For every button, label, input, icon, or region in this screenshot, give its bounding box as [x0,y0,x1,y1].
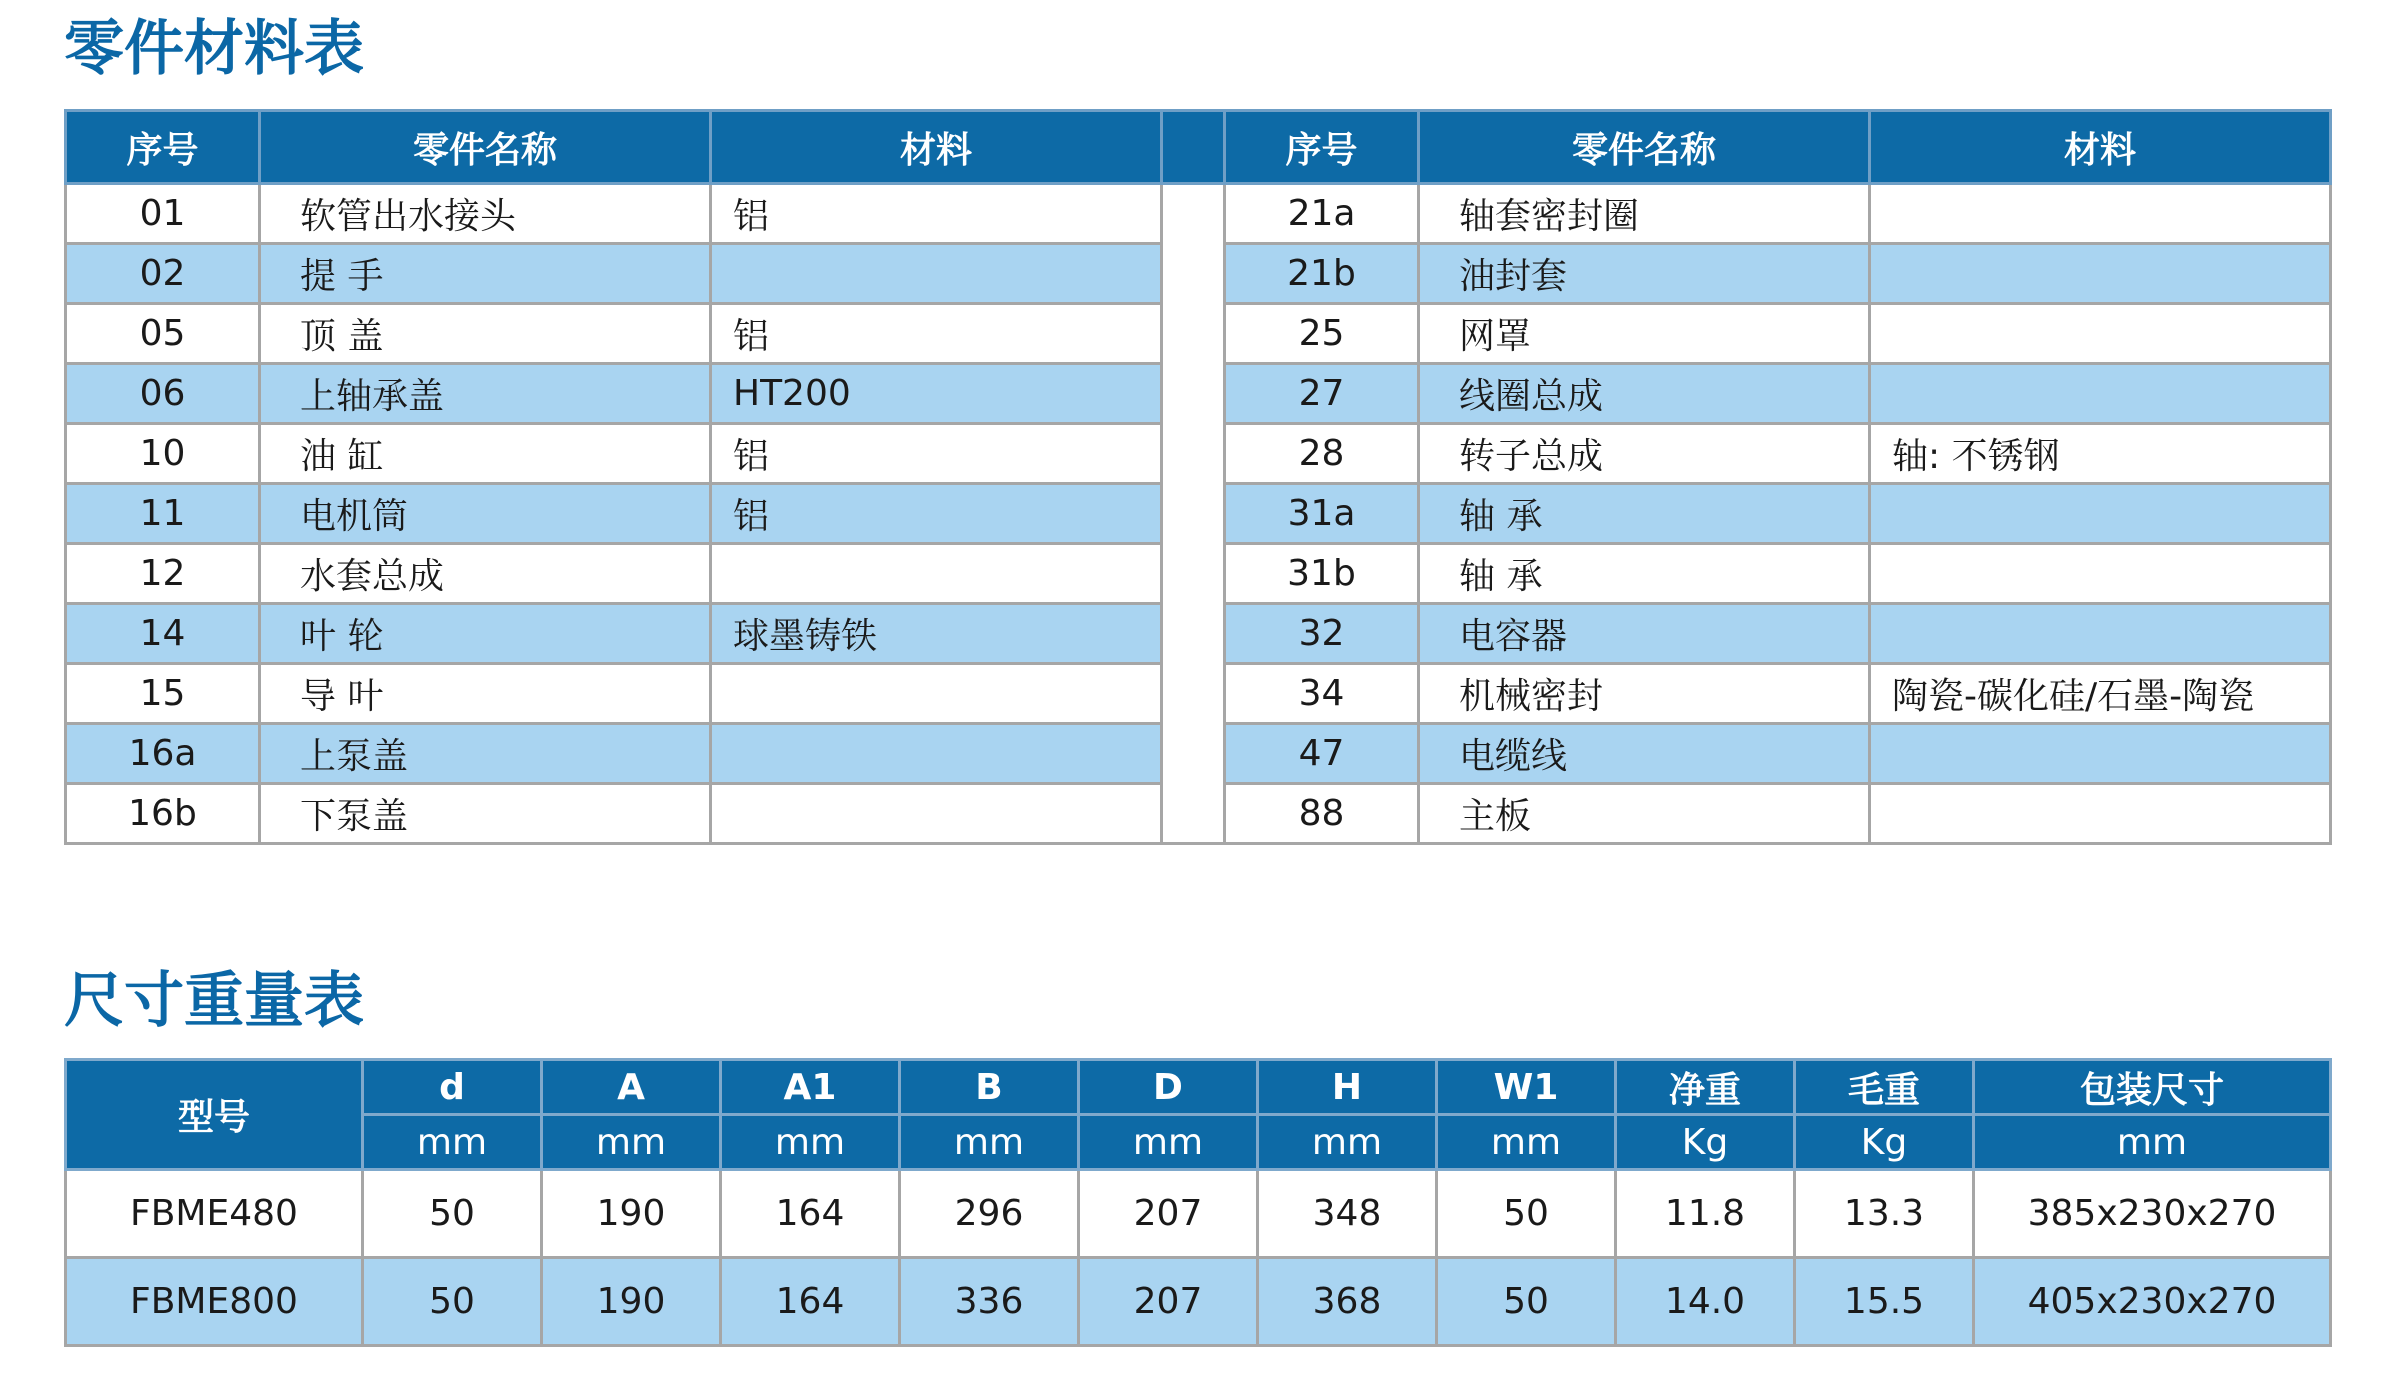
dims-table-body [66,1170,2331,1346]
part-name-cell: 线圈总成 [1419,364,1870,424]
column-gap [1162,244,1225,304]
dim-value-cell: 405x230x270 [1974,1258,2331,1346]
part-material-cell: HT200 [711,364,1162,424]
dim-unit-header: mm [1974,1115,2331,1170]
part-material-cell [1870,724,2331,784]
column-gap [1162,364,1225,424]
parts-row [66,244,2331,304]
part-material-cell: 铝 [711,304,1162,364]
part-material-cell [711,784,1162,844]
dim-column-header: 净重 [1616,1060,1795,1115]
parts-row [66,484,2331,544]
part-material-cell: 球墨铸铁 [711,604,1162,664]
dim-value-cell: 14.0 [1616,1258,1795,1346]
dim-value-cell: 13.3 [1795,1170,1974,1258]
header-gap [1162,111,1225,184]
part-material-cell [711,244,1162,304]
parts-row [66,724,2331,784]
dim-unit-header: Kg [1795,1115,1974,1170]
header-name: 零件名称 [260,111,711,184]
parts-row [66,184,2331,244]
dim-value-cell: 336 [900,1258,1079,1346]
dim-value-cell: 164 [721,1170,900,1258]
parts-row [66,664,2331,724]
header-material: 材料 [711,111,1162,184]
column-gap [1162,664,1225,724]
dims-table-title: 尺寸重量表 [64,966,364,1036]
dim-column-header: 毛重 [1795,1060,1974,1115]
dim-column-header: D [1079,1060,1258,1115]
part-name-cell: 电缆线 [1419,724,1870,784]
dim-value-cell: 207 [1079,1258,1258,1346]
part-number-cell: 06 [66,364,260,424]
part-number-cell: 02 [66,244,260,304]
part-name-cell: 轴 承 [1419,484,1870,544]
dim-value-cell: 50 [1437,1258,1616,1346]
part-name-cell: 软管出水接头 [260,184,711,244]
column-gap [1162,724,1225,784]
model-cell: FBME480 [66,1170,363,1258]
header-no: 序号 [66,111,260,184]
dim-value-cell: 296 [900,1170,1079,1258]
part-material-cell: 铝 [711,484,1162,544]
part-material-cell: 轴: 不锈钢 [1870,424,2331,484]
part-material-cell [711,544,1162,604]
part-name-cell: 机械密封 [1419,664,1870,724]
parts-header-row [66,111,2331,184]
column-gap [1162,184,1225,244]
dim-value-cell: 207 [1079,1170,1258,1258]
part-name-cell: 油封套 [1419,244,1870,304]
parts-row [66,304,2331,364]
dim-value-cell: 385x230x270 [1974,1170,2331,1258]
part-name-cell: 主板 [1419,784,1870,844]
part-material-cell [1870,484,2331,544]
part-number-cell: 16a [66,724,260,784]
part-name-cell: 网罩 [1419,304,1870,364]
column-gap [1162,604,1225,664]
dim-column-header: H [1258,1060,1437,1115]
dim-unit-header: Kg [1616,1115,1795,1170]
part-number-cell: 11 [66,484,260,544]
part-number-cell: 34 [1225,664,1419,724]
part-number-cell: 31a [1225,484,1419,544]
dim-value-cell: 164 [721,1258,900,1346]
part-name-cell: 电机筒 [260,484,711,544]
parts-row [66,544,2331,604]
column-gap [1162,304,1225,364]
dim-unit-header: mm [1258,1115,1437,1170]
header-material: 材料 [1870,111,2331,184]
parts-row [66,424,2331,484]
dims-header-label-row [66,1060,2331,1115]
part-number-cell: 01 [66,184,260,244]
dim-column-header: B [900,1060,1079,1115]
part-name-cell: 下泵盖 [260,784,711,844]
part-name-cell: 上泵盖 [260,724,711,784]
dim-column-header: A1 [721,1060,900,1115]
dim-column-header: W1 [1437,1060,1616,1115]
part-name-cell: 叶 轮 [260,604,711,664]
column-gap [1162,424,1225,484]
column-gap [1162,544,1225,604]
dim-value-cell: 50 [363,1258,542,1346]
dim-value-cell: 190 [542,1258,721,1346]
part-name-cell: 轴 承 [1419,544,1870,604]
part-number-cell: 88 [1225,784,1419,844]
dim-value-cell: 50 [363,1170,542,1258]
part-number-cell: 16b [66,784,260,844]
dims-row [66,1258,2331,1346]
dim-unit-header: mm [1079,1115,1258,1170]
part-name-cell: 轴套密封圈 [1419,184,1870,244]
dim-value-cell: 15.5 [1795,1258,1974,1346]
part-number-cell: 15 [66,664,260,724]
dim-column-header: A [542,1060,721,1115]
part-name-cell: 水套总成 [260,544,711,604]
part-name-cell: 导 叶 [260,664,711,724]
dim-unit-header: mm [542,1115,721,1170]
part-number-cell: 14 [66,604,260,664]
part-name-cell: 电容器 [1419,604,1870,664]
part-number-cell: 28 [1225,424,1419,484]
part-material-cell [1870,184,2331,244]
dim-column-header: d [363,1060,542,1115]
part-number-cell: 05 [66,304,260,364]
dim-unit-header: mm [363,1115,542,1170]
part-number-cell: 47 [1225,724,1419,784]
dim-value-cell: 190 [542,1170,721,1258]
part-material-cell [1870,604,2331,664]
part-material-cell [711,664,1162,724]
part-material-cell: 陶瓷-碳化硅/石墨-陶瓷 [1870,664,2331,724]
dim-value-cell: 368 [1258,1258,1437,1346]
part-number-cell: 32 [1225,604,1419,664]
part-number-cell: 21b [1225,244,1419,304]
part-name-cell: 上轴承盖 [260,364,711,424]
column-gap [1162,784,1225,844]
dim-unit-header: mm [1437,1115,1616,1170]
dim-value-cell: 348 [1258,1170,1437,1258]
column-gap [1162,484,1225,544]
part-material-cell [1870,364,2331,424]
part-material-cell [1870,544,2331,604]
parts-row [66,364,2331,424]
dim-value-cell: 11.8 [1616,1170,1795,1258]
model-cell: FBME800 [66,1258,363,1346]
part-name-cell: 油 缸 [260,424,711,484]
parts-table-body [66,184,2331,844]
part-material-cell [1870,244,2331,304]
header-no: 序号 [1225,111,1419,184]
part-material-cell: 铝 [711,424,1162,484]
part-number-cell: 21a [1225,184,1419,244]
part-material-cell: 铝 [711,184,1162,244]
part-name-cell: 提 手 [260,244,711,304]
part-material-cell [711,724,1162,784]
dims-row [66,1170,2331,1258]
part-number-cell: 12 [66,544,260,604]
parts-material-table [64,109,2332,845]
part-material-cell [1870,784,2331,844]
header-name: 零件名称 [1419,111,1870,184]
part-number-cell: 31b [1225,544,1419,604]
parts-row [66,784,2331,844]
part-name-cell: 顶 盖 [260,304,711,364]
part-number-cell: 27 [1225,364,1419,424]
header-model: 型号 [66,1060,363,1170]
parts-row [66,604,2331,664]
dim-unit-header: mm [900,1115,1079,1170]
part-number-cell: 10 [66,424,260,484]
dim-column-header: 包装尺寸 [1974,1060,2331,1115]
part-material-cell [1870,304,2331,364]
part-number-cell: 25 [1225,304,1419,364]
dimension-weight-table [64,1058,2332,1347]
parts-table-title: 零件材料表 [64,14,364,84]
dim-value-cell: 50 [1437,1170,1616,1258]
part-name-cell: 转子总成 [1419,424,1870,484]
dims-header-unit-row [66,1115,2331,1170]
dim-unit-header: mm [721,1115,900,1170]
